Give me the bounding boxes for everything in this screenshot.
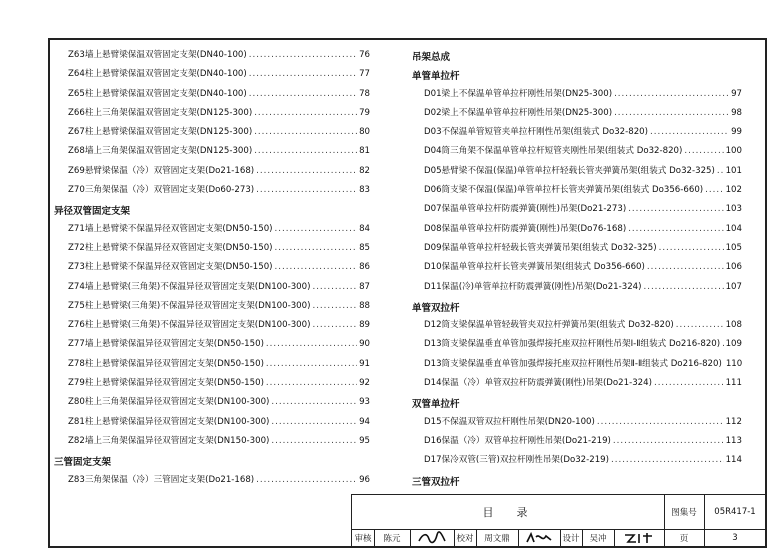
dot-leader: [654, 378, 724, 388]
dot-leader: [722, 339, 723, 349]
toc-column-right: [412, 48, 742, 492]
toc-entry-page: 108: [725, 320, 742, 331]
toc-entry[interactable]: [412, 357, 742, 376]
toc-entry-page: 114: [725, 455, 742, 466]
toc-entry-page: 104: [725, 223, 742, 234]
toc-entry-title: Z71墙上悬臂梁不保温异径双管固定支架(DN50-150): [68, 223, 273, 234]
toc-entry-title: Z77墙上悬臂梁保温异径双管固定支架(DN50-150): [68, 339, 264, 350]
dot-leader: [254, 146, 357, 156]
toc-entry[interactable]: [412, 202, 742, 221]
toc-entry[interactable]: [412, 87, 742, 106]
toc-entry-title: D17保冷双管(三管)双拉杆刚性吊架(Do32-219): [424, 455, 609, 466]
toc-entry-page: 83: [359, 185, 370, 196]
dot-leader: [266, 378, 357, 388]
toc-entry[interactable]: [50, 299, 370, 318]
toc-entry[interactable]: [50, 280, 370, 299]
dot-leader: [643, 282, 723, 292]
review-label: 审核: [352, 529, 375, 547]
toc-entry[interactable]: [50, 260, 370, 279]
toc-entry-page: 92: [359, 378, 370, 389]
toc-entry-title: Z75柱上悬臂梁(三角架)不保温异径双管固定支架(DN100-300): [68, 300, 311, 311]
toc-entry[interactable]: [412, 183, 742, 202]
drawing-sheet: [48, 38, 767, 548]
toc-entry-title: Z76柱上悬臂梁(三角架)不保温异径双管固定支架(DN100-300): [68, 320, 311, 331]
atlas-number-label: 图集号: [664, 495, 705, 529]
section-heading: 吊架总成: [412, 52, 451, 63]
toc-entry-page: 94: [359, 416, 370, 427]
toc-entry-title: D13筒支梁保温垂直单管加强焊接托座双拉杆刚性吊架Ⅱ-Ⅱ组装式 Do216-820): [424, 358, 722, 369]
dot-leader: [613, 436, 724, 446]
toc-entry-title: Z80柱上三角架保温异径双管固定支架(DN100-300): [68, 397, 270, 408]
toc-entry[interactable]: [50, 87, 370, 106]
toc-entry-page: 91: [359, 358, 370, 369]
dot-leader: [614, 89, 729, 99]
dot-leader: [254, 108, 357, 118]
toc-column-left: [50, 48, 370, 492]
dot-leader: [256, 475, 357, 485]
toc-entry-title: D15不保温双管双拉杆刚性吊架(DN20-100): [424, 416, 595, 427]
toc-entry-page: 84: [359, 223, 370, 234]
toc-entry-title: D16保温（冷）双管单拉杆刚性吊架(Do21-219): [424, 435, 611, 446]
dot-leader: [275, 262, 358, 272]
toc-entry-title: Z63墙上悬臂梁保温双管固定支架(DN40-100): [68, 50, 247, 60]
toc-entry-page: 93: [359, 397, 370, 408]
toc-entry[interactable]: [50, 395, 370, 414]
toc-entry-title: D14保温（冷）单管双拉杆防震弹簧(刚性)吊架(Do21-324): [424, 378, 652, 389]
toc-entry-page: 87: [359, 281, 370, 292]
toc-entry[interactable]: [50, 106, 370, 125]
dot-leader: [266, 359, 357, 369]
toc-entry-page: 77: [359, 69, 370, 80]
dot-leader: [271, 436, 357, 446]
dot-leader: [275, 224, 358, 234]
dot-leader: [249, 69, 357, 79]
toc-entry[interactable]: [412, 337, 742, 356]
dot-leader: [614, 108, 729, 118]
toc-entry-title: Z70三角架保温（冷）双管固定支架(Do60-273): [68, 185, 255, 196]
dot-leader: [717, 166, 724, 176]
toc-entry-title: D07保温单管单拉杆防震弹簧(刚性)吊架(Do21-273): [424, 204, 627, 215]
section-heading: 双管单拉杆: [412, 399, 460, 411]
toc-entry-page: 96: [359, 474, 370, 485]
toc-entry[interactable]: [412, 260, 742, 279]
toc-entry-title: D10保温单管单拉杆长管夹弹簧吊架(组装式 Do356-660): [424, 262, 645, 273]
toc-entry-title: Z69悬臂梁保温（冷）双管固定支架(Do21-168): [68, 165, 255, 176]
toc-entry[interactable]: [412, 453, 742, 472]
dot-leader: [628, 204, 723, 214]
title-block: [351, 494, 767, 548]
dot-leader: [275, 243, 358, 253]
toc-entry-page: 95: [359, 435, 370, 446]
page-label: 页: [664, 529, 705, 547]
toc-entry-page: 90: [359, 339, 370, 350]
toc-entry-title: D12筒支梁保温单管轻载管夹双拉杆弹簧吊架(组装式 Do32-820): [424, 320, 674, 331]
toc-entry-page: 80: [359, 127, 370, 138]
dot-leader: [647, 262, 724, 272]
toc-entry-title: D11保温(冷)单管单拉杆防震弹簧(刚性)吊架(Do21-324): [424, 281, 642, 292]
toc-entry[interactable]: [50, 473, 370, 492]
toc-entry[interactable]: [50, 164, 370, 183]
dot-leader: [597, 417, 724, 427]
toc-entry-title: D02梁上不保温单管单拉杆刚性吊架(DN25-300): [424, 107, 613, 118]
section-heading: 单管单拉杆: [412, 71, 460, 83]
toc-entry-page: 106: [725, 262, 742, 273]
toc-entry[interactable]: [50, 48, 370, 67]
toc-entry-page: 82: [359, 165, 370, 176]
toc-entry-title: Z81柱上悬臂梁保温异径双管固定支架(DN100-300): [68, 416, 270, 427]
dot-leader: [312, 320, 357, 330]
toc-entry-page: 81: [359, 146, 370, 157]
toc-entry-title: Z68墙上三角架保温双管固定支架(DN125-300): [68, 146, 253, 157]
dot-leader: [611, 455, 724, 465]
toc-entry-title: D13筒支梁保温垂直单管加强焊接托座双拉杆刚性吊架Ⅰ-Ⅱ组装式 Do216-820): [424, 339, 721, 350]
toc-entry-page: 109: [725, 339, 742, 350]
section-heading: 三管双拉杆: [412, 476, 460, 488]
check-label: 校对: [454, 529, 477, 547]
toc-entry[interactable]: [412, 125, 742, 144]
dot-leader: [676, 320, 724, 330]
toc-entry[interactable]: [412, 144, 742, 163]
designer-name: 吴冲: [582, 529, 615, 547]
toc-entry-page: 88: [359, 300, 370, 311]
designer-signature: [614, 529, 665, 547]
toc-entry[interactable]: [412, 318, 742, 337]
toc-entry[interactable]: [50, 183, 370, 202]
toc-entry-page: 105: [725, 242, 742, 253]
toc-entry-title: D06筒支梁不保温(保温)单管单拉杆长管夹弹簧吊架(组装式 Do356-660): [424, 185, 704, 196]
toc-entry-page: 97: [731, 88, 742, 99]
toc-entry-title: D03不保温单管短管夹单拉杆刚性吊架(组装式 Do32-820): [424, 127, 648, 138]
checker-name: 周文鼎: [476, 529, 519, 547]
toc-entry[interactable]: [50, 241, 370, 260]
toc-entry[interactable]: [412, 376, 742, 395]
toc-entry-title: D01梁上不保温单管单拉杆刚性吊架(DN25-300): [424, 88, 613, 99]
toc-entry-page: 102: [725, 185, 742, 196]
dot-leader: [266, 339, 357, 349]
toc-entry[interactable]: [412, 280, 742, 299]
toc-entry-page: 111: [725, 378, 742, 389]
dot-leader: [659, 243, 724, 253]
toc-entry[interactable]: [50, 357, 370, 376]
toc-entry-title: Z66柱上三角架保温双管固定支架(DN125-300): [68, 107, 253, 118]
toc-entry-title: Z67柱上悬臂梁保温双管固定支架(DN125-300): [68, 127, 253, 138]
toc-entry[interactable]: [50, 125, 370, 144]
section-heading: 单管双拉杆: [412, 302, 460, 314]
toc-entry-page: 103: [725, 204, 742, 215]
dot-leader: [684, 146, 723, 156]
toc-entry-page: 101: [725, 165, 742, 176]
reviewer-name: 陈元: [374, 529, 411, 547]
toc-entry-page: 99: [731, 127, 742, 138]
toc-entry[interactable]: [50, 222, 370, 241]
toc-entry[interactable]: [50, 67, 370, 86]
toc-entry-title: D04筒三角架不保温单管单拉杆短管夹刚性吊架(组装式 Do32-820): [424, 146, 683, 157]
dot-leader: [705, 185, 723, 195]
page-number: 3: [732, 533, 738, 543]
checker-signature: [518, 529, 561, 547]
toc-entry-page: 79: [359, 107, 370, 118]
dot-leader: [312, 282, 357, 292]
toc-entry-page: 113: [725, 435, 742, 446]
toc-entry-title: D08保温单管单拉杆防震弹簧(刚性)吊架(Do76-168): [424, 223, 627, 234]
toc-entry[interactable]: [412, 164, 742, 183]
toc-entry-page: 98: [731, 107, 742, 118]
toc-entry-title: Z72柱上悬臂梁不保温异径双管固定支架(DN50-150): [68, 242, 273, 253]
toc-entry[interactable]: [50, 318, 370, 337]
toc-entry[interactable]: [412, 241, 742, 260]
toc-entry-title: Z79柱上悬臂梁保温异径双管固定支架(DN50-150): [68, 378, 264, 389]
dot-leader: [271, 397, 357, 407]
dot-leader: [650, 127, 729, 137]
toc-entry-page: 85: [359, 242, 370, 253]
toc-entry[interactable]: [50, 376, 370, 395]
toc-entry[interactable]: [412, 415, 742, 434]
toc-entry-title: Z73柱上悬臂梁不保温异径双管固定支架(DN50-150): [68, 262, 273, 273]
toc-entry[interactable]: [50, 415, 370, 434]
section-heading: 三管固定支架: [54, 457, 112, 469]
toc-entry-page: 107: [725, 281, 742, 292]
toc-entry[interactable]: [412, 106, 742, 125]
toc-entry-title: Z74墙上悬臂梁(三角架)不保温异径双管固定支架(DN100-300): [68, 281, 311, 292]
atlas-number: 05R417-1: [714, 507, 756, 517]
dot-leader: [256, 185, 357, 195]
toc-entry-page: 78: [359, 88, 370, 99]
dot-leader: [249, 50, 357, 60]
toc-entry[interactable]: [50, 337, 370, 356]
toc-entry-page: 89: [359, 320, 370, 331]
toc-entry-page: 112: [725, 416, 742, 427]
toc-entry-title: Z78柱上悬臂梁保温异径双管固定支架(DN50-150): [68, 358, 264, 369]
toc-entry[interactable]: [412, 434, 742, 453]
toc-entry-title: Z64柱上悬臂梁保温双管固定支架(DN40-100): [68, 69, 247, 80]
toc-entry-page: 110: [725, 358, 742, 369]
dot-leader: [256, 166, 357, 176]
toc-title: 目 录: [352, 495, 665, 529]
dot-leader: [249, 89, 357, 99]
toc-entry-page: 100: [725, 146, 742, 157]
toc-entry[interactable]: [50, 144, 370, 163]
toc-entry-title: D05悬臂梁不保温(保温)单管单拉杆轻载长管夹弹簧吊架(组装式 Do32-325): [424, 165, 715, 176]
toc-entry-title: Z83三角架保温（冷）三管固定支架(Do21-168): [68, 474, 255, 485]
toc-entry-page: 86: [359, 262, 370, 273]
design-label: 设计: [560, 529, 583, 547]
dot-leader: [312, 301, 357, 311]
toc-entry[interactable]: [50, 434, 370, 453]
toc-entry[interactable]: [412, 222, 742, 241]
dot-leader: [254, 127, 357, 137]
dot-leader: [628, 224, 723, 234]
toc-entry-title: D09保温单管单拉杆轻载长管夹弹簧吊架(组装式 Do32-325): [424, 242, 657, 253]
dot-leader: [271, 417, 357, 427]
section-heading: 异径双管固定支架: [54, 206, 131, 218]
toc-entry-title: Z65柱上悬臂梁保温双管固定支架(DN40-100): [68, 88, 247, 99]
toc-entry-page: 76: [359, 50, 370, 60]
reviewer-signature: [410, 529, 455, 547]
toc-entry-title: Z82墙上三角架保温异径双管固定支架(DN150-300): [68, 435, 270, 446]
